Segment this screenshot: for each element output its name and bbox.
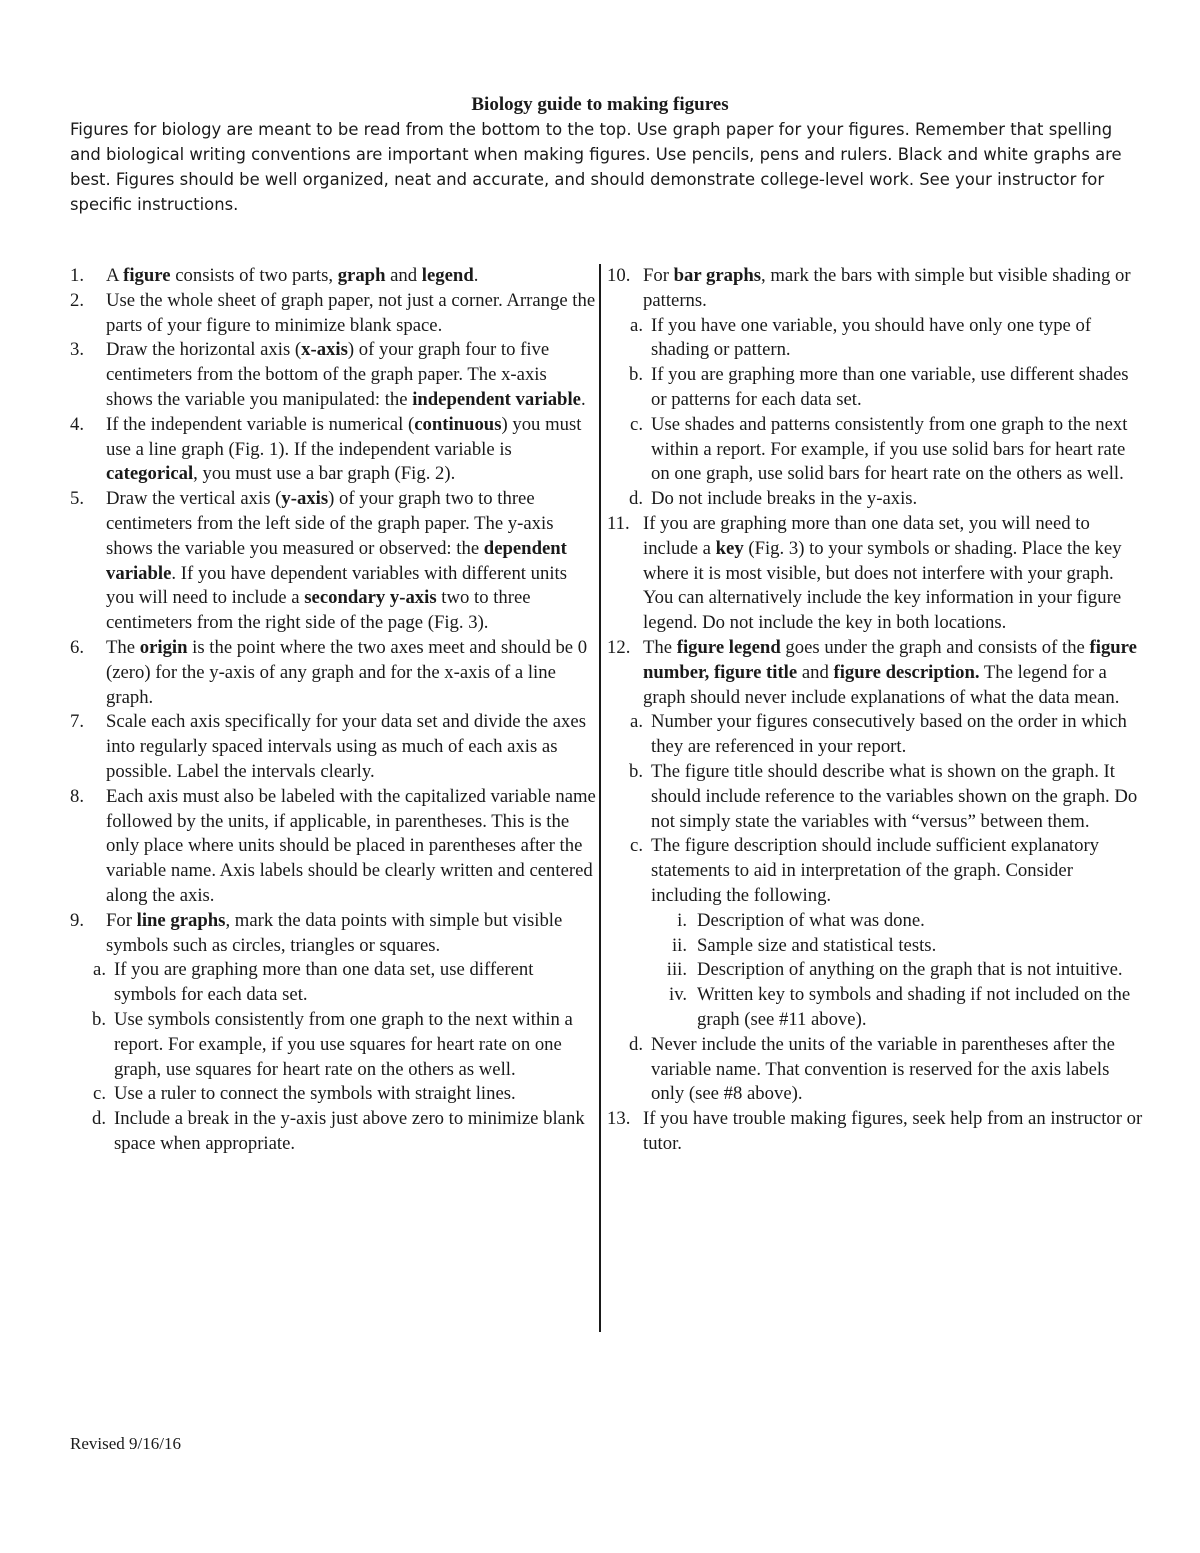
item-number: 8.	[70, 785, 85, 807]
sub-sub-item	[607, 934, 1147, 959]
list-item	[70, 289, 598, 339]
sub-sub-item-numeral: i.	[677, 909, 687, 931]
sub-item-text: The figure title should describe what is shown on the graph. It should include reference to the variables shown on the graph. Do not simply state the variables with “versus” between them.	[651, 760, 1138, 832]
text-run: ) you must use a line graph (Fig. 1). If the independent variable is	[106, 413, 582, 460]
item-number: 6.	[70, 636, 85, 658]
revision-date: Revised 9/16/16	[70, 1434, 181, 1453]
item-text	[643, 1108, 1142, 1154]
text-run: . If you have dependent variables with different units you will need to include a	[106, 562, 568, 609]
sub-item-letter: a.	[630, 314, 643, 336]
sub-sub-item-numeral: iv.	[669, 984, 687, 1006]
bold-term: x-axis	[301, 339, 348, 361]
sub-item-letter: a.	[630, 711, 643, 733]
sub-item-text: If you are graphing more than one variable, use different shades or patterns for each data set.	[651, 364, 1129, 410]
text-run: consists of two parts,	[170, 265, 338, 286]
item-text	[643, 637, 1137, 708]
sub-sub-item-text: Description of anything on the graph that is not intuitive.	[697, 959, 1123, 981]
bold-term: secondary y-axis	[304, 587, 437, 609]
item-number: 9.	[70, 909, 85, 931]
sub-item-letter: a.	[93, 959, 106, 981]
text-run: ) of your graph four to five centimeters from the bottom of the graph paper. The x-axis shows the variable you manipulated: the	[106, 339, 550, 410]
sub-item-letter: c.	[93, 1083, 106, 1105]
item-number: 5.	[70, 488, 85, 510]
text-run: Scale each axis specifically for your data set and divide the axes into regularly spaced intervals using as much of each axis as possible. Label the intervals clearly.	[106, 711, 586, 782]
item-text	[106, 339, 586, 410]
sub-item-letter: d.	[91, 1108, 106, 1130]
list-item	[70, 785, 598, 909]
bold-term: continuous	[414, 413, 502, 435]
item-number: 10.	[607, 265, 631, 286]
sub-sub-item-numeral: ii.	[671, 934, 687, 956]
list-item	[607, 1107, 1147, 1157]
sub-item	[607, 1033, 1147, 1107]
sub-item-letter: d.	[628, 1033, 643, 1055]
sub-item-text: The figure description should include sufficient explanatory statements to aid in interpretation of the graph. Consider including the following.	[651, 835, 1100, 906]
item-text	[106, 910, 562, 956]
sub-item-text: Use a ruler to connect the symbols with straight lines.	[114, 1083, 516, 1105]
text-run: .	[473, 265, 479, 286]
list-item	[70, 487, 598, 636]
list-item	[70, 413, 598, 487]
sub-item	[70, 1107, 598, 1157]
text-run: The	[643, 636, 677, 658]
bold-term: y-axis	[281, 488, 329, 510]
text-run: two to three centimeters from the right side of the page (Fig. 3).	[106, 587, 531, 634]
item-number: 7.	[70, 711, 85, 733]
item-text	[106, 637, 587, 708]
bold-term: figure description.	[833, 661, 980, 683]
text-run: ) of your graph two to three centimeters from the left side of the graph paper. The y-axis shows the variable you measured or observed: the	[106, 488, 554, 559]
list-item	[70, 710, 598, 784]
sub-item-letter: c.	[630, 413, 643, 435]
sub-item	[607, 760, 1147, 834]
sub-item	[607, 413, 1147, 487]
bold-term: figure legend	[676, 636, 781, 658]
list-item	[70, 636, 598, 710]
list-item	[607, 512, 1147, 636]
sub-item	[607, 710, 1147, 760]
item-number: 12.	[607, 636, 631, 658]
text-run: and	[797, 661, 834, 683]
sub-sub-item-text: Sample size and statistical tests.	[697, 934, 937, 956]
bold-term: origin	[139, 636, 188, 658]
sub-item-text: Include a break in the y-axis just above zero to minimize blank space when appropriate.	[114, 1108, 585, 1154]
bold-term: legend	[421, 265, 474, 286]
sub-item	[70, 1008, 598, 1082]
item-text	[106, 265, 478, 286]
sub-item-text: Use symbols consistently from one graph to the next within a report. For example, if you use squares for heart rate on one graph, use squares for heart rate on the others as well.	[114, 1008, 573, 1080]
sub-sub-item-text: Description of what was done.	[697, 909, 925, 931]
text-run: (Fig. 3) to your symbols or shading. Place the key where it is most visible, but does not interfere with your graph. You can alternatively include the key information in your figure legend. Do not include the key in both locations.	[643, 537, 1122, 634]
sub-item-text: Never include the units of the variable in parentheses after the variable name. That convention is reserved for the axis labels only (see #8 above).	[651, 1033, 1115, 1105]
bold-term: figure number, figure title	[643, 636, 1137, 683]
item-number: 1.	[70, 265, 85, 286]
sub-item	[607, 487, 1147, 512]
bold-term: key	[715, 537, 744, 559]
item-number: 4.	[70, 413, 85, 435]
bold-term: dependent variable	[106, 537, 567, 584]
sub-item	[607, 834, 1147, 908]
bold-term: graph	[337, 265, 386, 286]
sub-item-letter: c.	[630, 835, 643, 857]
sub-item-letter: b.	[628, 364, 643, 386]
list-item	[70, 909, 598, 959]
item-number: 2.	[70, 289, 85, 311]
text-run: , mark the data points with simple but visible symbols such as circles, triangles or squares.	[106, 909, 563, 956]
text-run: .	[580, 388, 586, 410]
sub-item-letter: b.	[628, 760, 643, 782]
text-run: For	[643, 265, 674, 286]
item-text	[106, 711, 586, 782]
text-run: Use the whole sheet of graph paper, not just a corner. Arrange the parts of your figure to minimize blank space.	[106, 289, 596, 336]
sub-item	[70, 958, 598, 1008]
text-run: A	[106, 265, 124, 286]
page-title: Biology guide to making figures	[471, 94, 729, 115]
sub-sub-item-numeral: iii.	[666, 959, 687, 981]
sub-item	[70, 1082, 598, 1107]
sub-item-text: Number your figures consecutively based on the order in which they are referenced in your report.	[651, 711, 1127, 758]
sub-sub-item	[607, 909, 1147, 934]
sub-item-text: Do not include breaks in the y-axis.	[651, 488, 918, 510]
text-run: If you have trouble making figures, seek help from an instructor or tutor.	[643, 1108, 1143, 1154]
bold-term: categorical	[106, 463, 194, 485]
bold-term: figure	[123, 265, 171, 286]
sub-item-text: If you are graphing more than one data set, use different symbols for each data set.	[114, 959, 534, 1006]
text-run: , you must use a bar graph (Fig. 2).	[193, 463, 456, 485]
sub-item-text: Use shades and patterns consistently from one graph to the next within a report. For example, if you use solid bars for heart rate on one graph, use solid bars for heart rate on the others as well.	[651, 413, 1128, 485]
sub-item-letter: d.	[628, 488, 643, 510]
bold-term: independent variable	[412, 388, 581, 410]
item-text	[643, 265, 1131, 311]
sub-item	[607, 363, 1147, 413]
text-run: and	[385, 265, 422, 286]
text-run: If you are graphing more than one data set, you will need to include a	[643, 512, 1090, 559]
text-run: Each axis must also be labeled with the capitalized variable name followed by the units, if applicable, in parentheses. This is the only place where units should be placed in parentheses after the variable name. Axis labels should be clearly written and centered along the axis.	[106, 785, 596, 906]
column-divider	[599, 264, 601, 1332]
item-number: 3.	[70, 339, 85, 361]
right-column	[607, 264, 1147, 1157]
item-text	[106, 290, 595, 336]
bold-term: line graphs	[136, 909, 226, 931]
sub-sub-item-text: Written key to symbols and shading if not included on the graph (see #11 above).	[697, 984, 1131, 1030]
text-run: If the independent variable is numerical (	[106, 413, 415, 435]
item-text	[106, 414, 581, 485]
sub-item	[607, 314, 1147, 364]
text-run: The	[106, 636, 140, 658]
item-number: 11.	[607, 512, 630, 534]
text-run: For	[106, 909, 137, 931]
text-run: goes under the graph and consists of the	[780, 636, 1090, 658]
sub-sub-item	[607, 983, 1147, 1033]
list-item	[70, 264, 598, 289]
list-item	[607, 636, 1147, 710]
text-run: Draw the horizontal axis (	[106, 339, 302, 361]
item-number: 13.	[607, 1108, 631, 1130]
intro-paragraph: Figures for biology are meant to be read from the bottom to the top. Use graph paper for your figures. Remember that spelling and biological writing conventions are important when making figures. Use pencils, pens and rulers. Black and white graphs are best. Figures should be well organized, neat and accurate, and should demonstrate college-level work. See your instructor for specific instructions.	[70, 120, 1122, 214]
item-text	[106, 488, 567, 633]
item-text	[106, 786, 596, 906]
text-run: , mark the bars with simple but visible shading or patterns.	[643, 265, 1131, 311]
list-item	[70, 338, 598, 412]
item-text	[643, 513, 1122, 633]
sub-item-text: If you have one variable, you should have only one type of shading or pattern.	[651, 314, 1092, 361]
sub-item-letter: b.	[91, 1008, 106, 1030]
sub-sub-item	[607, 958, 1147, 983]
text-run: The legend for a graph should never include explanations of what the data mean.	[643, 661, 1120, 708]
list-item	[607, 264, 1147, 314]
left-column	[70, 264, 598, 1157]
text-run: Draw the vertical axis (	[106, 488, 282, 510]
text-run: is the point where the two axes meet and should be 0 (zero) for the y-axis of any graph and for the x-axis of a line graph.	[106, 636, 588, 708]
bold-term: bar graphs	[673, 265, 762, 286]
